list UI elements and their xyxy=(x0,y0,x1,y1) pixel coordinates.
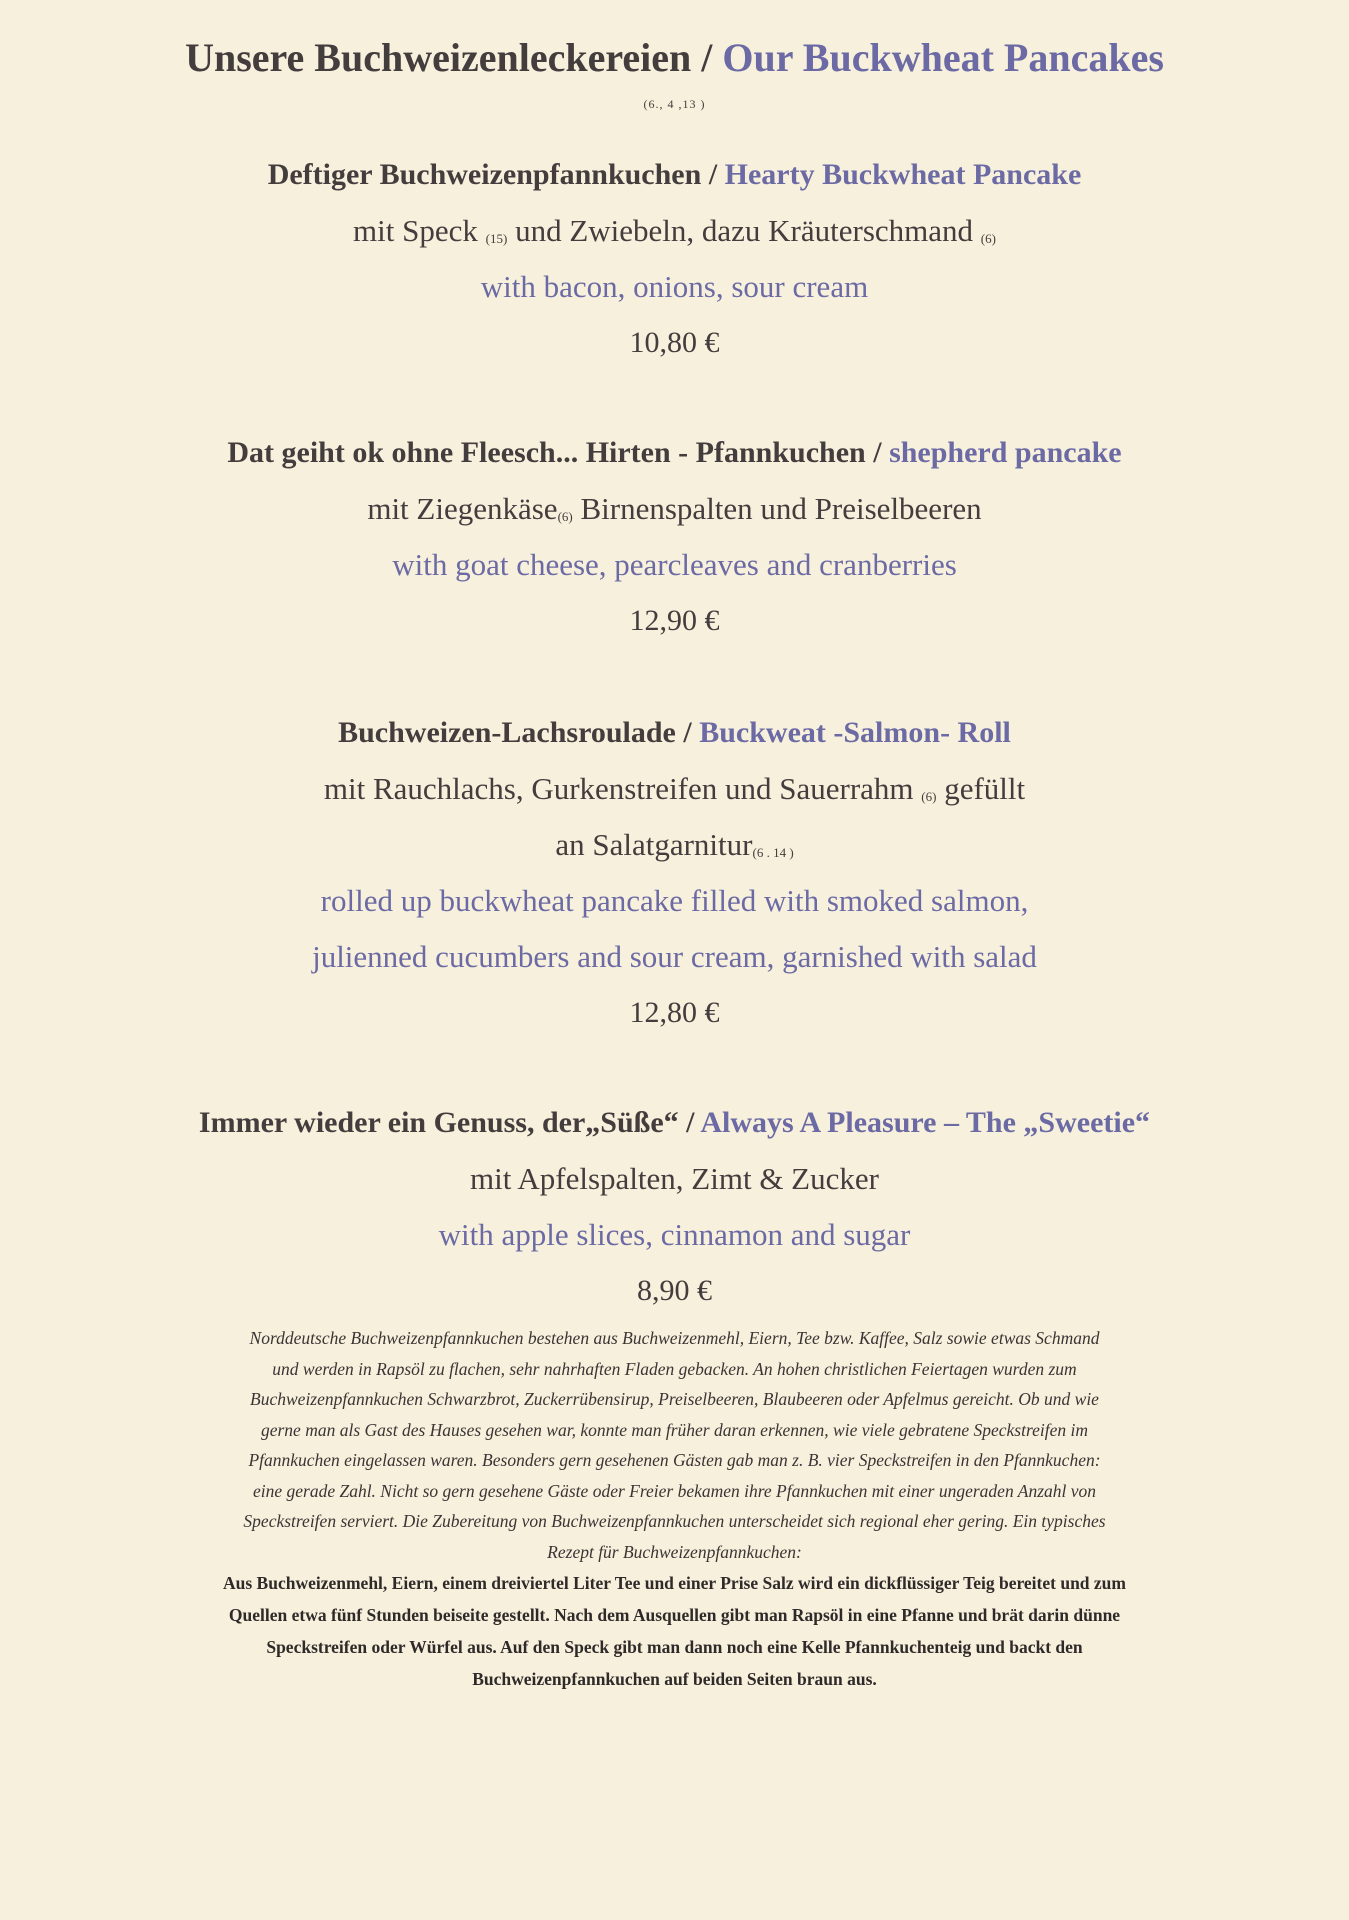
dish-description-de xyxy=(0,212,1349,258)
allergen-code: (6) xyxy=(921,789,937,804)
dish-description-en: with bacon, onions, sour cream xyxy=(480,269,869,304)
allergen-code: (6) xyxy=(557,509,573,524)
desc-text: mit Ziegenkäse xyxy=(367,491,558,526)
dish-description-de xyxy=(0,490,1349,536)
dish-title xyxy=(0,156,1349,194)
title-separator: / xyxy=(678,1106,701,1139)
notes-line: Speckstreifen serviert. Die Zubereitung von Buchweizenpfannkuchen unterscheidet sich regional eher gering. Ein typisches xyxy=(243,1511,1106,1531)
dish-description-en: with goat cheese, pearcleaves and cranberries xyxy=(392,547,957,582)
dish-title-de: Immer wieder ein Genuss, der„Süße“ xyxy=(198,1106,679,1139)
page-title-en: Our Buckwheat Pancakes xyxy=(722,35,1164,80)
dish-title-de: Buchweizen-Lachsroulade xyxy=(338,716,676,749)
notes-line: eine gerade Zahl. Nicht so gern gesehene Gäste oder Freier bekamen ihre Pfannkuchen mit einer ungeraden Anzahl von xyxy=(252,1480,1097,1501)
dish-description-en-2: julienned cucumbers and sour cream, garnished with salad xyxy=(312,939,1037,974)
dish-title xyxy=(0,714,1349,752)
dish-title-en: Hearty Buckwheat Pancake xyxy=(724,158,1082,191)
recipe-text xyxy=(110,1567,1239,1695)
dish-price: 10,80 € xyxy=(629,326,720,359)
notes-line: Norddeutsche Buchweizenpfannkuchen bestehen aus Buchweizenmehl, Eiern, Tee bzw. Kaffee, Salz sowie etwas Schmand xyxy=(249,1328,1100,1348)
title-separator: / xyxy=(701,158,725,191)
notes-line: Rezept für Buchweizenpfannkuchen: xyxy=(547,1541,802,1562)
allergen-code: (15) xyxy=(485,231,508,246)
recipe-line: Buchweizenpfannkuchen auf beiden Seiten braun aus. xyxy=(472,1669,877,1689)
desc-text: an Salatgarnitur xyxy=(555,827,753,862)
dish-description-de xyxy=(0,770,1349,816)
desc-text: und Zwiebeln, dazu Kräuterschmand xyxy=(507,213,981,248)
history-notes xyxy=(110,1323,1239,1567)
dish-price: 8,90 € xyxy=(637,1274,712,1307)
recipe-line: Quellen etwa fünf Stunden beiseite gestellt. Nach dem Ausquellen gibt man Rapsöl in eine Pfanne und brät darin dünne xyxy=(228,1605,1121,1625)
dish-title-en: Always A Pleasure – The „Sweetie“ xyxy=(700,1106,1151,1139)
title-separator: / xyxy=(675,716,700,749)
allergen-code: (6 . 14 ) xyxy=(752,845,794,860)
dish-title-de: Dat geiht ok ohne Fleesch... Hirten - Pfannkuchen xyxy=(227,436,866,469)
dish-price: 12,90 € xyxy=(629,604,720,637)
dish-description-en: rolled up buckwheat pancake filled with smoked salmon, xyxy=(320,883,1029,918)
desc-text: mit Speck xyxy=(353,213,486,248)
recipe-line: Speckstreifen oder Würfel aus. Auf den Speck gibt man dann noch eine Kelle Pfannkuchenteig und backt den xyxy=(266,1637,1083,1657)
dish-description-en: with apple slices, cinnamon and sugar xyxy=(438,1217,911,1252)
notes-line: Pfannkuchen eingelassen waren. Besonders gern gesehenen Gästen gab man z. B. vier Speckstreifen in den Pfannkuchen: xyxy=(248,1450,1101,1470)
notes-line: Buchweizenpfannkuchen Schwarzbrot, Zuckerrübensirup, Preiselbeeren, Blaubeeren oder Apfelmus gereicht. Ob und wie xyxy=(250,1389,1099,1409)
page-title-de: Unsere Buchweizenleckereien xyxy=(185,35,692,80)
desc-text: mit Rauchlachs, Gurkenstreifen und Sauerrahm xyxy=(323,771,922,806)
desc-text: gefüllt xyxy=(936,771,1026,806)
dish-description-de: mit Apfelspalten, Zimt & Zucker xyxy=(470,1161,879,1196)
title-separator: / xyxy=(865,436,890,469)
notes-line: und werden in Rapsöl zu flachen, sehr nahrhaften Fladen gebacken. An hohen christlichen Feiertagen wurden zum xyxy=(272,1358,1077,1379)
recipe-line: Aus Buchweizenmehl, Eiern, einem dreiviertel Liter Tee und einer Prise Salz wird ein dickflüssiger Teig bereitet und zum xyxy=(222,1573,1126,1593)
dish-title-en: Buckweat -Salmon- Roll xyxy=(699,716,1011,749)
dish-title xyxy=(0,434,1349,472)
dish-price: 12,80 € xyxy=(629,996,720,1029)
title-separator: / xyxy=(691,35,723,80)
dish-title xyxy=(0,1104,1349,1142)
dish-title-en: shepherd pancake xyxy=(889,436,1122,469)
notes-line: gerne man als Gast des Hauses gesehen war, konnte man früher daran erkennen, wie viele gebratene Speckstreifen im xyxy=(260,1419,1089,1440)
allergen-code: (6) xyxy=(980,231,996,246)
desc-text: Birnenspalten und Preiselbeeren xyxy=(572,491,982,526)
header-allergens: (6., 4 ,13 ) xyxy=(643,97,706,111)
page-title xyxy=(0,34,1349,82)
dish-description-de-2 xyxy=(0,826,1349,872)
dish-title-de: Deftiger Buchweizenpfannkuchen xyxy=(267,158,702,191)
